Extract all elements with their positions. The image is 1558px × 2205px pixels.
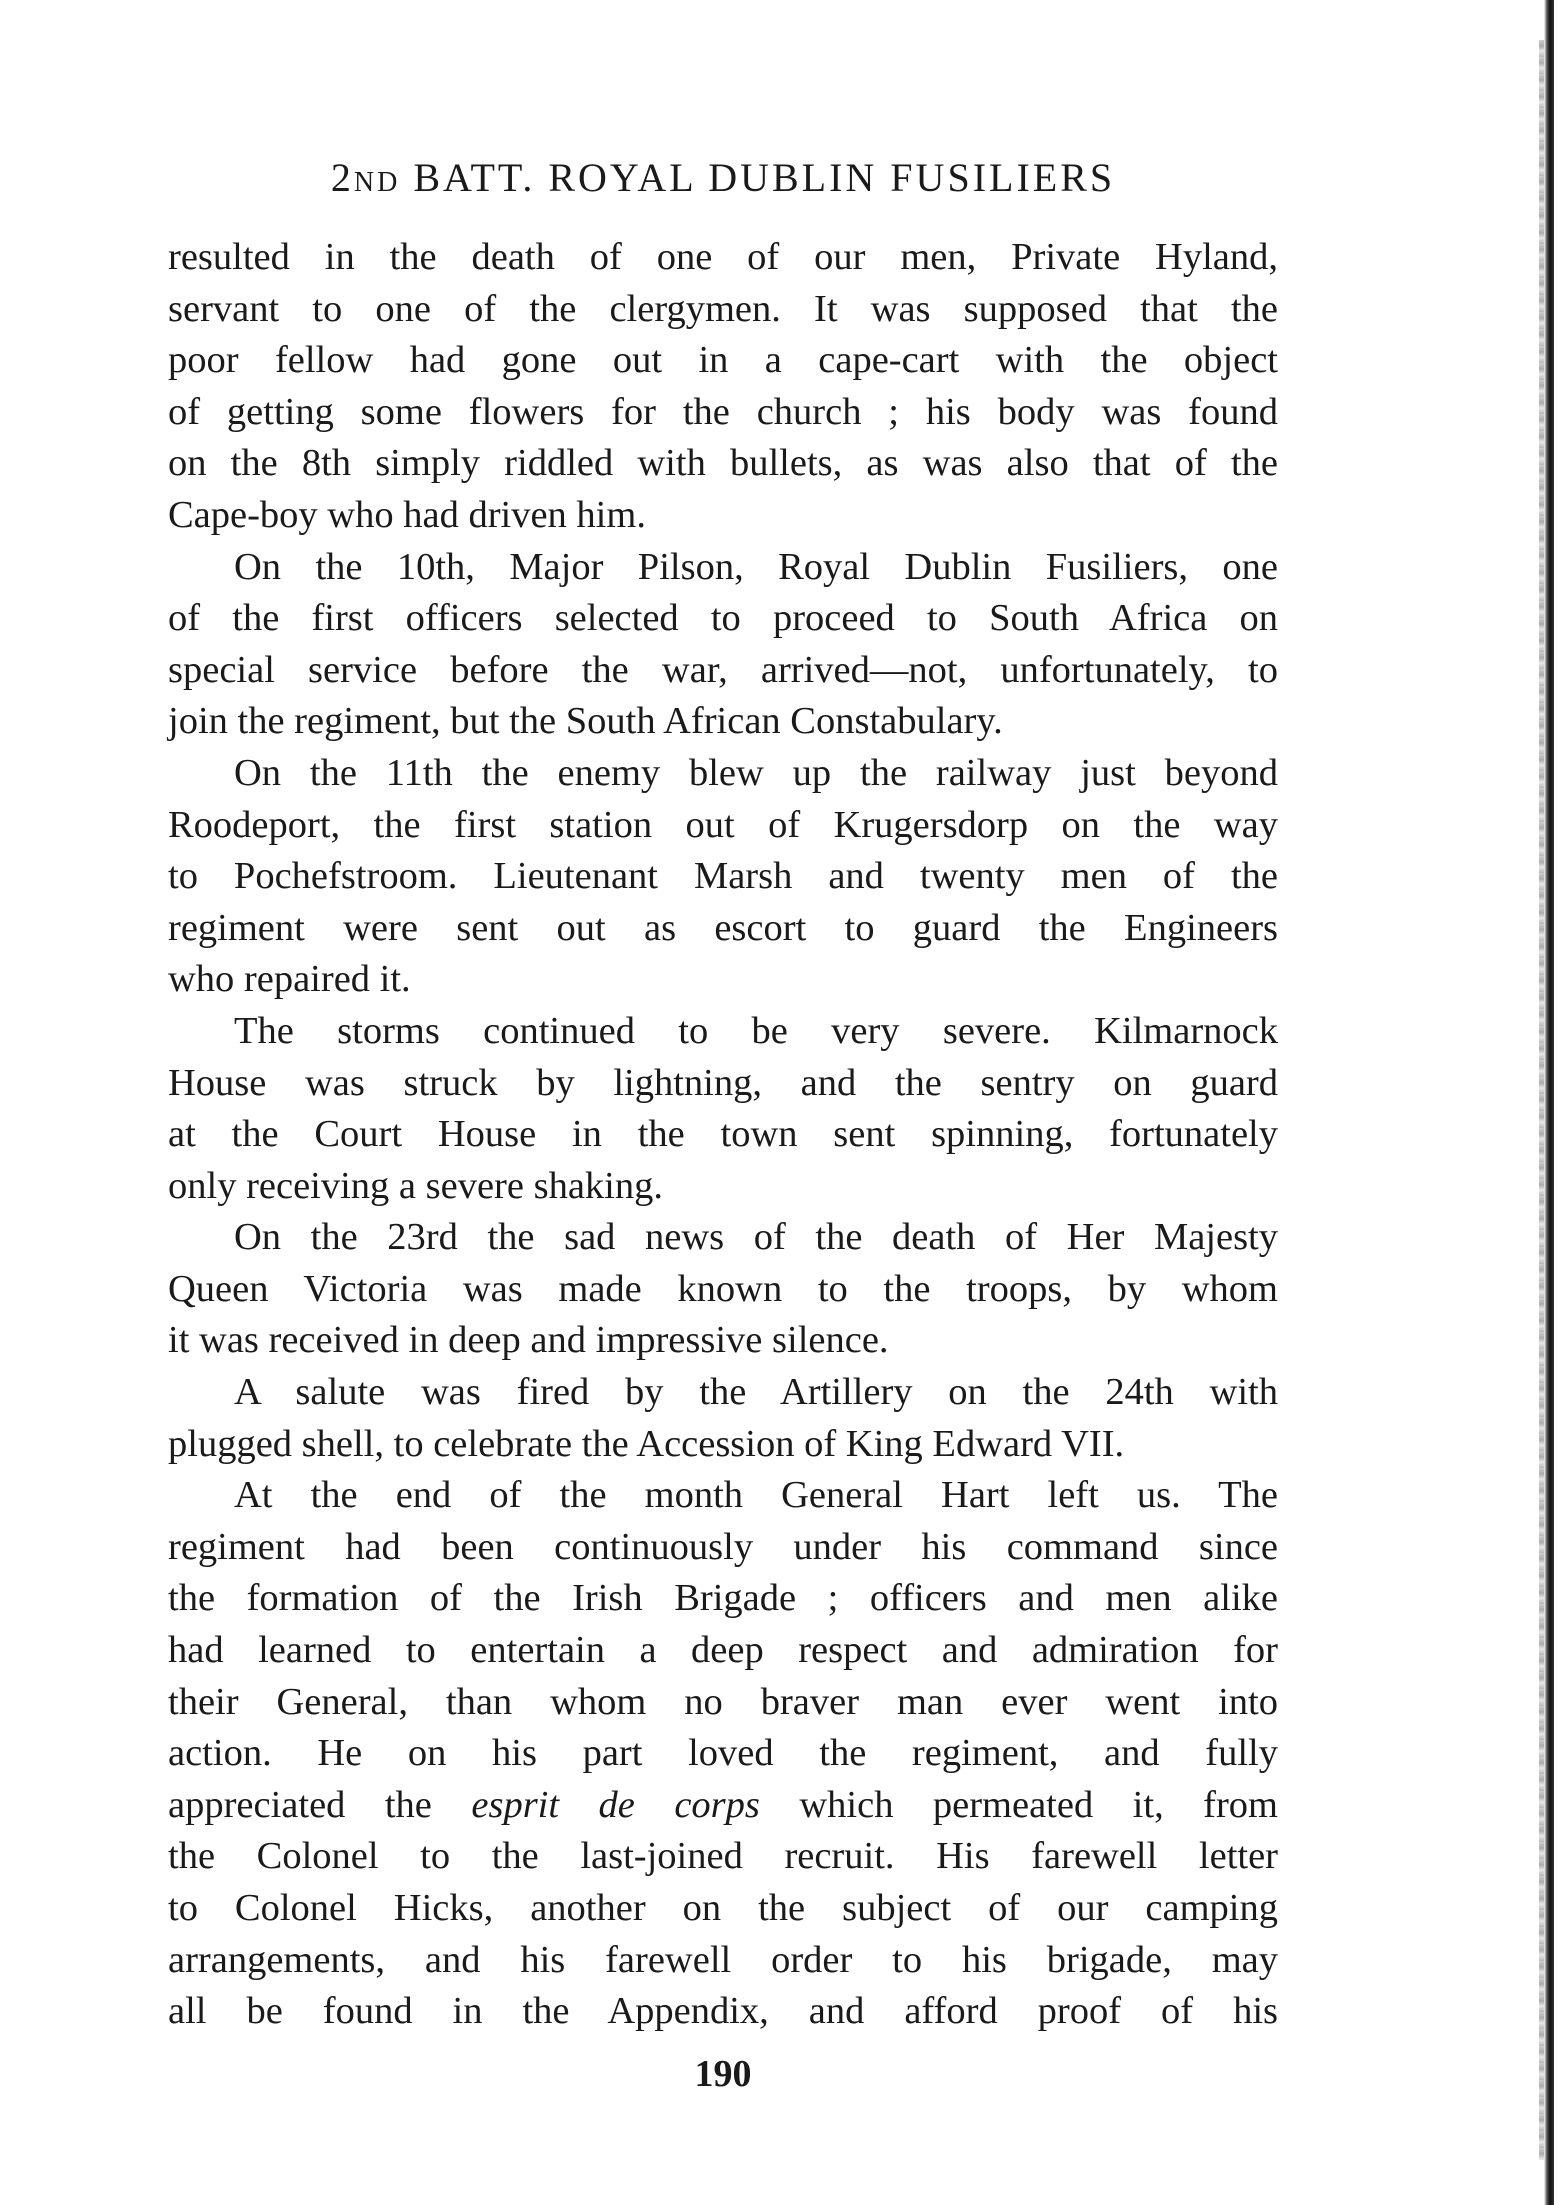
text-line: the formation of the Irish Brigade ; officers and men alike bbox=[168, 1577, 1278, 1620]
running-head bbox=[168, 148, 1278, 213]
text-line: Queen Victoria was made known to the troops, by whom bbox=[168, 1267, 1278, 1310]
binding-edge bbox=[1544, 0, 1554, 2205]
text-line: arrangements, and his farewell order to his brigade, may bbox=[168, 1938, 1278, 1981]
text-line: of getting some flowers for the church ; his body was found bbox=[168, 390, 1278, 433]
text-line: all be found in the Appendix, and afford proof of his bbox=[168, 1990, 1278, 2033]
paragraph-start-line: The storms continued to be very severe. Kilmarnock bbox=[234, 1009, 1278, 1052]
text-line: the Colonel to the last-joined recruit. His farewell letter bbox=[168, 1835, 1278, 1878]
running-head-number: 2 bbox=[330, 155, 354, 200]
text-line: only receiving a severe shaking. bbox=[168, 1164, 663, 1207]
paragraph-start-line: At the end of the month General Hart left us. The bbox=[234, 1474, 1278, 1517]
text-line: to Pochefstroom. Lieutenant Marsh and twenty men of the bbox=[168, 855, 1278, 898]
text-line: Cape-boy who had driven him. bbox=[168, 493, 646, 536]
text-segment: which permeated it, from bbox=[759, 1783, 1278, 1826]
binding-shadow bbox=[1539, 40, 1544, 2160]
body-text bbox=[168, 232, 1278, 2038]
text-line: had learned to entertain a deep respect and admiration for bbox=[168, 1629, 1278, 1672]
text-line: Roodeport, the first station out of Krugersdorp on the way bbox=[168, 803, 1278, 846]
text-line: to Colonel Hicks, another on the subject of our camping bbox=[168, 1887, 1278, 1929]
text-line: servant to one of the clergymen. It was supposed that the bbox=[168, 287, 1278, 330]
running-head-title: BATT. ROYAL DUBLIN FUSILIERS bbox=[400, 155, 1116, 200]
text-line: action. He on his part loved the regiment, and fully bbox=[168, 1732, 1278, 1775]
text-line: who repaired it. bbox=[168, 958, 411, 1001]
page-number: 190 bbox=[694, 2053, 752, 2095]
text-line-with-italic bbox=[168, 1780, 1278, 1832]
paragraph-start-line: A salute was fired by the Artillery on the 24th with bbox=[234, 1371, 1278, 1414]
text-segment: appreciated the bbox=[168, 1783, 472, 1826]
paragraph-start-line: On the 10th, Major Pilson, Royal Dublin Fusiliers, one bbox=[234, 545, 1278, 588]
paragraph-start-line: On the 11th the enemy blew up the railway just beyond bbox=[234, 751, 1278, 794]
text-line: join the regiment, but the South African Constabulary. bbox=[168, 700, 1003, 743]
text-line: poor fellow had gone out in a cape-cart with the object bbox=[168, 339, 1278, 382]
running-head-ordinal-suffix: ND bbox=[353, 167, 401, 198]
text-line: House was struck by lightning, and the sentry on guard bbox=[168, 1061, 1278, 1104]
italic-phrase: esprit de corps bbox=[471, 1783, 760, 1826]
text-line: special service before the war, arrived—not, unfortunately, to bbox=[168, 648, 1278, 691]
text-line: on the 8th simply riddled with bullets, as was also that of the bbox=[168, 442, 1278, 485]
paragraph-start-line: On the 23rd the sad news of the death of Her Majesty bbox=[234, 1216, 1278, 1259]
text-line: regiment were sent out as escort to guard the Engineers bbox=[168, 906, 1278, 949]
text-line: their General, than whom no braver man ever went into bbox=[168, 1680, 1278, 1723]
text-line: of the first officers selected to proceed to South Africa on bbox=[168, 597, 1278, 640]
text-line: plugged shell, to celebrate the Accession of King Edward VII. bbox=[168, 1422, 1125, 1465]
text-line: regiment had been continuously under his command since bbox=[168, 1525, 1278, 1568]
text-line: at the Court House in the town sent spinning, fortunately bbox=[168, 1113, 1278, 1156]
text-line: resulted in the death of one of our men, Private Hyland, bbox=[168, 236, 1278, 278]
text-line: it was received in deep and impressive silence. bbox=[168, 1319, 889, 1362]
